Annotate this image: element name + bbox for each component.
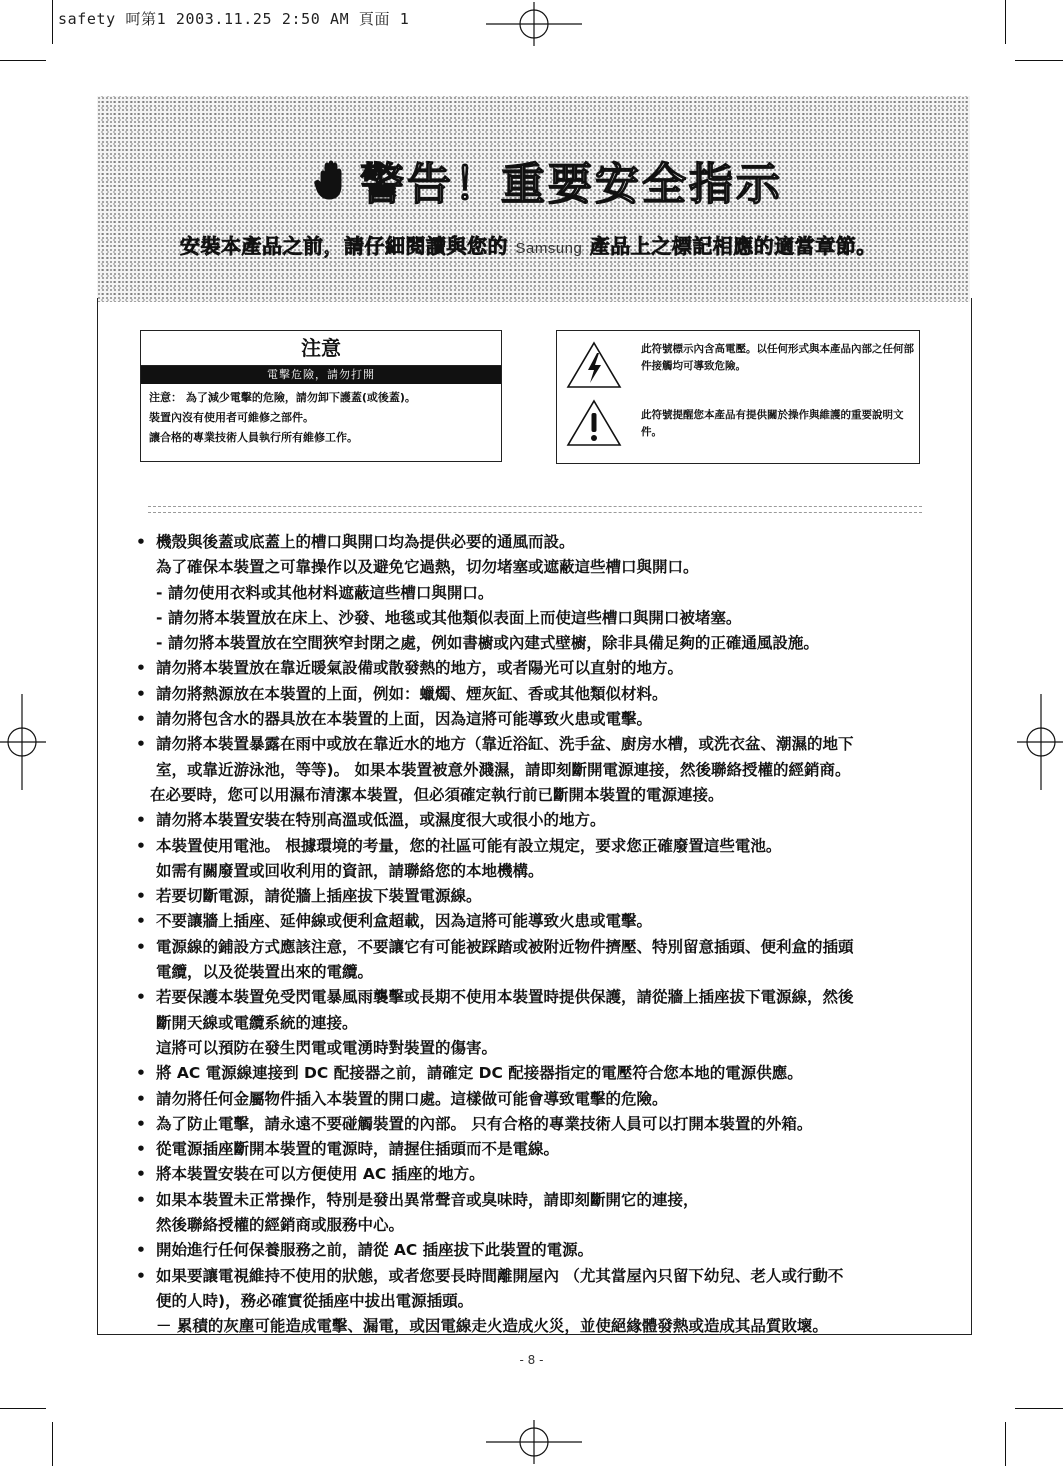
bullet-mark: • (136, 988, 146, 1007)
caution-line: 注意： 為了減少電擊的危險，請勿卸下護蓋(或後蓋)。 (149, 391, 416, 404)
bullet-item (136, 935, 944, 960)
sub-item: - 請勿使用衣料或其他材料遮蔽這些槽口與開口。 (156, 583, 494, 602)
bullet-mark: • (136, 1089, 146, 1108)
bullet-text: 不要讓牆上插座、延伸線或便利盒超載，因為這將可能導致火患或電擊。 (156, 912, 653, 931)
caution-line: 讓合格的專業技術人員執行所有維修工作。 (149, 431, 358, 444)
hand-stop-icon (314, 160, 348, 200)
registration-mark-icon (482, 1420, 586, 1464)
banner-subtitle-part: 產品上之標記相應的適當章節。 (589, 234, 877, 258)
caution-title: 注意 (141, 331, 501, 366)
symbols-box (556, 330, 920, 464)
bullet-item (136, 884, 944, 909)
crop-mark (1015, 60, 1063, 61)
bullet-mark: • (136, 710, 146, 729)
continuation-line: 然後聯絡授權的經銷商或服務中心。 (156, 1216, 405, 1235)
caution-box (140, 330, 502, 462)
crop-mark (52, 1422, 53, 1466)
bullet-text: 從電源插座斷開本裝置的電源時，請握住插頭而不是電線。 (156, 1140, 560, 1159)
registration-mark-icon (1017, 690, 1063, 794)
print-header: safety 呵第1 2003.11.25 2:50 AM 頁面 1 (58, 10, 410, 28)
crop-mark (0, 60, 46, 61)
bullet-item (136, 1087, 944, 1112)
bullet-text: 電源線的鋪設方式應該注意，不要讓它有可能被踩踏或被附近物件擠壓、特別留意插頭、便利盒的插頭 (156, 937, 854, 956)
bullet-item (136, 1061, 944, 1086)
banner-subtitle (180, 230, 877, 259)
symbol-row (557, 399, 919, 459)
crop-mark (1005, 1422, 1006, 1466)
bullet-item (136, 1112, 944, 1137)
page-number: - 8 - (519, 1353, 544, 1367)
continuation-line: 在必要時，您可以用濕布清潔本裝置，但必須確定執行前已斷開本裝置的電源連接。 (150, 785, 724, 804)
bullet-item (136, 1264, 944, 1289)
brand-name: Samsung (515, 240, 583, 257)
caution-bar: 電擊危險，請勿打開 (141, 366, 501, 384)
bullet-text: 請勿將本裝置安裝在特別高溫或低溫，或濕度很大或很小的地方。 (156, 811, 606, 830)
bullet-mark: • (136, 912, 146, 931)
bullet-mark: • (136, 1165, 146, 1184)
bullet-text: 為了防止電擊，請永遠不要碰觸裝置的內部。 只有合格的專業技術人員可以打開本裝置的外箱。 (156, 1114, 813, 1133)
crop-mark (1015, 1408, 1063, 1409)
bullet-item (136, 1188, 944, 1213)
banner-subtitle-part: 安裝本產品之前，請仔細閱讀與您的 (180, 234, 508, 258)
continuation-line: 便的人時)，務必確實從插座中拔出電源插頭。 (156, 1291, 474, 1310)
bullet-text: 若要保護本裝置免受閃電暴風雨襲擊或長期不使用本裝置時提供保護，請從牆上插座拔下電源線，然後 (156, 988, 854, 1007)
bullet-item (136, 530, 944, 555)
bullet-text: 機殼與後蓋或底蓋上的槽口與開口均為提供必要的通風而設。 (156, 533, 575, 551)
exclamation-triangle-icon (566, 399, 622, 447)
bullet-mark: • (136, 1190, 146, 1209)
bullet-text: 本裝置使用電池。 根據環境的考量，您的社區可能有設立規定，要求您正確廢置這些電池。 (156, 836, 782, 855)
continuation-line: 為了確保本裝置之可靠操作以及避免它過熱，切勿堵塞或遮蔽這些槽口與開口。 (156, 558, 699, 577)
dotted-divider (148, 512, 922, 513)
dotted-divider (148, 506, 922, 507)
continuation-line: 如需有關廢置或回收利用的資訊，請聯絡您的本地機構。 (156, 861, 544, 880)
bullet-mark: • (136, 1241, 146, 1260)
bullet-text: 開始進行任何保養服務之前，請從 AC 插座拔下此裝置的電源。 (156, 1241, 594, 1260)
bullet-mark: • (136, 659, 146, 678)
bullet-mark: • (136, 836, 146, 855)
bullet-mark: • (136, 684, 146, 703)
symbol-row (557, 339, 919, 399)
bullet-mark: • (136, 1064, 146, 1083)
lightning-triangle-icon (566, 341, 622, 389)
bullet-item (136, 707, 944, 732)
symbol-text: 此符號提醒您本產品有提供關於操作與維護的重要說明文件。 (641, 409, 904, 438)
bullet-mark: • (136, 887, 146, 906)
crop-mark (0, 1408, 46, 1409)
bullet-text: 請勿將本裝置暴露在雨中或放在靠近水的地方（靠近浴缸、洗手盆、廚房水槽，或洗衣盆、潮濕的地下 (156, 735, 854, 754)
bullet-mark: • (136, 1140, 146, 1159)
bullet-item (136, 682, 944, 707)
continuation-line: 室，或靠近游泳池，等等)。 如果本裝置被意外濺濕，請即刻斷開電源連接，然後聯絡授權的經銷商。 (156, 760, 851, 779)
bullet-mark: • (136, 811, 146, 830)
bullet-text: 如果本裝置未正常操作，特別是發出異常聲音或臭味時，請即刻斷開它的連接， (156, 1190, 699, 1209)
caution-line: 裝置內沒有使用者可維修之部件。 (149, 411, 314, 424)
bullet-text: 請勿將本裝置放在靠近暖氣設備或散發熱的地方，或者陽光可以直射的地方。 (156, 659, 684, 678)
symbol-text: 此符號標示內含高電壓。以任何形式與本產品內部之任何部件接觸均可導致危險。 (641, 343, 914, 372)
continuation-line: 斷開天線或電纜系統的連接。 (156, 1013, 358, 1032)
banner-title: 警告！重要安全指示 (360, 159, 783, 210)
bullet-item (136, 732, 944, 757)
sub-item: － 累積的灰塵可能造成電擊、漏電，或因電線走火造成火災，並使絕緣體發熱或造成其品質敗壞。 (156, 1317, 828, 1336)
crop-mark (52, 0, 53, 44)
bullet-item (136, 909, 944, 934)
bullet-text: 若要切斷電源，請從牆上插座拔下裝置電源線。 (156, 887, 482, 906)
bullet-text: 請勿將包含水的器具放在本裝置的上面，因為這將可能導致火患或電擊。 (156, 710, 653, 729)
bullet-mark: • (136, 1114, 146, 1133)
bullet-text: 將本裝置安裝在可以方便使用 AC 插座的地方。 (156, 1165, 485, 1184)
sub-item: - 請勿將本裝置放在床上、沙發、地毯或其他類似表面上而使這些槽口與開口被堵塞。 (156, 608, 742, 627)
bullet-mark: • (136, 937, 146, 956)
registration-mark-icon (0, 690, 46, 794)
bullet-item (136, 656, 944, 681)
bullet-mark: • (136, 1266, 146, 1285)
bullet-item (136, 1162, 944, 1187)
caution-text (141, 384, 501, 448)
bullet-item (136, 1137, 944, 1162)
registration-mark-icon (482, 2, 586, 46)
bullet-item (136, 1238, 944, 1263)
bullet-text: 請勿將任何金屬物件插入本裝置的開口處。這樣做可能會導致電擊的危險。 (156, 1089, 668, 1108)
bullet-item (136, 985, 944, 1010)
sub-item: - 請勿將本裝置放在空間狹窄封閉之處，例如書櫥或內建式壁櫥，除非具備足夠的正確通風設施。 (156, 634, 819, 653)
banner-title-row (314, 150, 783, 210)
bullet-text: 請勿將熱源放在本裝置的上面，例如：蠟燭、煙灰缸、香或其他類似材料。 (156, 684, 668, 703)
bullet-text: 將 AC 電源線連接到 DC 配接器之前，請確定 DC 配接器指定的電壓符合您本地的電源供應。 (156, 1064, 803, 1083)
continuation-line: 電纜，以及從裝置出來的電纜。 (156, 963, 374, 982)
safety-instructions-list (136, 530, 944, 1340)
continuation-line: 這將可以預防在發生閃電或電湧時對裝置的傷害。 (156, 1038, 498, 1057)
bullet-item (136, 808, 944, 833)
bullet-text: 如果要讓電視維持不使用的狀態，或者您要長時間離開屋內 （尤其當屋內只留下幼兒、老人或行動不 (156, 1266, 844, 1285)
crop-mark (1005, 0, 1006, 44)
bullet-item (136, 834, 944, 859)
bullet-mark: • (136, 533, 146, 551)
bullet-mark: • (136, 735, 146, 754)
